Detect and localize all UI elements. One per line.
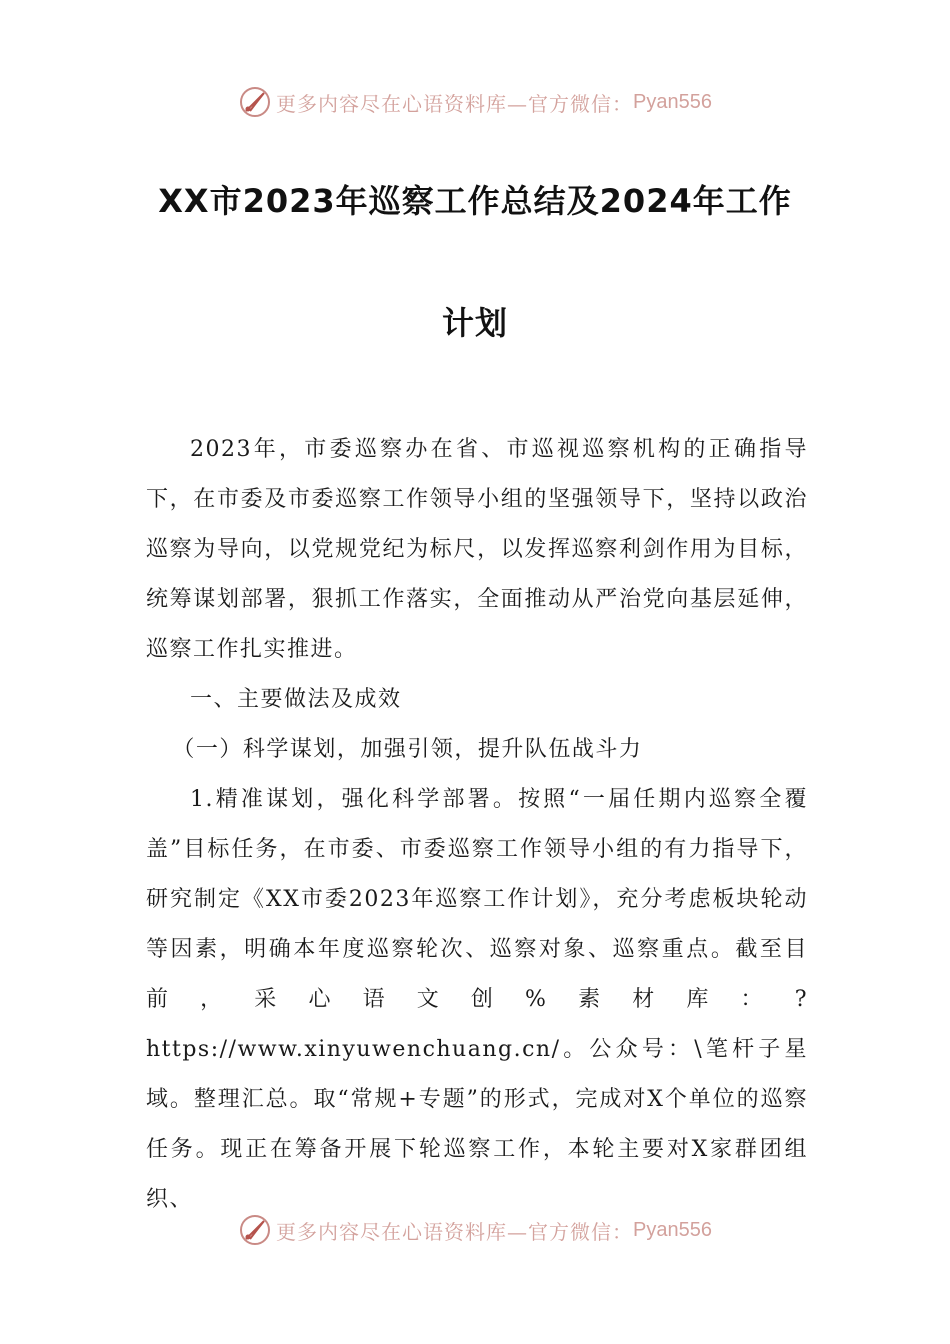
watermark-text: 更多内容尽在心语资料库—官方微信：: [276, 1219, 634, 1244]
document-title-line-1: XX市2023年巡察工作总结及2024年工作: [158, 182, 792, 220]
section-heading: 一、主要做法及成效: [190, 687, 402, 712]
quill-logo-icon: [238, 85, 272, 119]
document-title-line-2: 计划: [441, 304, 508, 342]
watermark-wechat-id: Pyan556: [633, 1218, 712, 1241]
paragraph-intro: 2023年，市委巡察办在省、市巡视巡察机构的正确指导下，在市委及市委巡察工作领导小组的坚强领导下，坚持以政治巡察为导向，以党规党纪为标尺，以发挥巡察利剑作用为目标，统筹谋划部署，狠抓工作落实，全面推动从严治党向基层延伸，巡察工作扎实推进。: [146, 437, 808, 662]
quill-logo-icon: [238, 1213, 272, 1247]
subsection-heading: （一）科学谋划，加强引领，提升队伍战斗力: [172, 737, 643, 762]
header-watermark: [0, 82, 950, 122]
paragraph-item-1: 1.精准谋划，强化科学部署。按照“一届任期内巡察全覆盖”目标任务，在市委、市委巡察工作领导小组的有力指导下，研究制定《XX市委2023年巡察工作计划》，充分考虑板块轮动等因素，明确本年度巡察轮次、巡察对象、巡察重点。截至目前，采心语文创%素材库：?https://www.xinyuwenchuang.cn/。公众号：\笔杆子星域。整理汇总。取“常规+专题”的形式，完成对X个单位的巡察任务。现正在筹备开展下轮巡察工作，本轮主要对X家群团组织、: [146, 787, 808, 1212]
watermark-text: 更多内容尽在心语资料库—官方微信：: [276, 91, 634, 116]
document-body: [146, 425, 808, 1225]
watermark-wechat-id: Pyan556: [633, 90, 712, 113]
footer-watermark: [0, 1210, 950, 1250]
